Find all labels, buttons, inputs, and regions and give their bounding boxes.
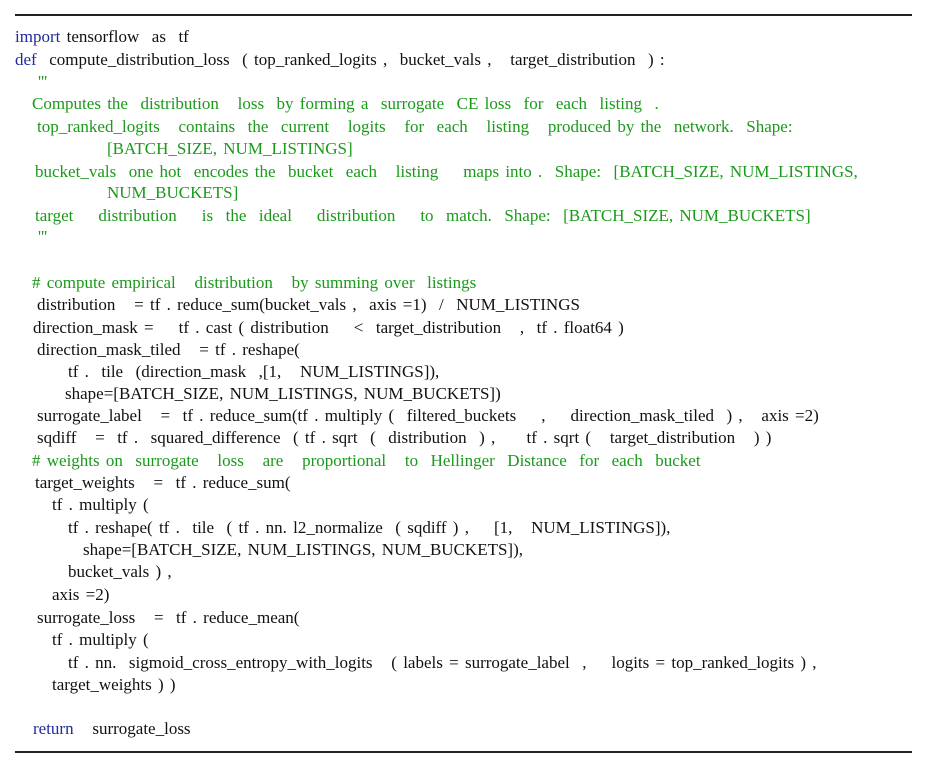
code-line: shape=[BATCH_SIZE, NUM_LISTINGS, NUM_BUCKETS]), — [83, 540, 523, 559]
code-line: bucket_vals ) , — [68, 562, 172, 581]
docstring-line: bucket_vals one hot encodes the bucket each listing maps into . Shape: [BATCH_SIZE, NUM_LISTINGS, — [35, 162, 858, 181]
keyword-return: return — [33, 719, 74, 738]
docstring-line: Computes the distribution loss by forming a surrogate CE loss for each listing . — [32, 94, 659, 113]
docstring-close: ''' — [38, 227, 48, 246]
code-text: surrogate_loss — [73, 719, 191, 738]
code-line: tf . reshape( tf . tile ( tf . nn. l2_normalize ( sqdiff ) , [1, NUM_LISTINGS]), — [68, 518, 671, 537]
keyword-def: def — [15, 50, 37, 69]
code-line: distribution = tf . reduce_sum(bucket_vals , axis =1) / NUM_LISTINGS — [37, 295, 580, 314]
code-line: target_weights ) ) — [52, 675, 176, 694]
top-rule — [15, 14, 912, 16]
code-text: compute_distribution_loss ( top_ranked_logits , bucket_vals , target_distribution ) : — [36, 50, 665, 69]
code-line: target_weights = tf . reduce_sum( — [35, 473, 291, 492]
code-line: tf . nn. sigmoid_cross_entropy_with_logits ( labels = surrogate_label , logits = top_ranked_logits ) , — [68, 653, 817, 672]
code-line: direction_mask = tf . cast ( distribution < target_distribution , tf . float64 ) — [33, 318, 624, 337]
keyword-import: import — [15, 27, 61, 46]
code-line: surrogate_label = tf . reduce_sum(tf . multiply ( filtered_buckets , direction_mask_tiled ) , axis =2) — [37, 406, 819, 425]
docstring-line: [BATCH_SIZE, NUM_LISTINGS] — [107, 139, 353, 158]
code-line: tf . tile (direction_mask ,[1, NUM_LISTINGS]), — [68, 362, 440, 381]
code-line: tf . multiply ( — [52, 630, 149, 649]
code-line: shape=[BATCH_SIZE, NUM_LISTINGS, NUM_BUCKETS]) — [65, 384, 501, 403]
code-line: direction_mask_tiled = tf . reshape( — [37, 340, 300, 359]
docstring-line: top_ranked_logits contains the current logits for each listing produced by the network. Shape: — [37, 117, 793, 136]
bottom-rule — [15, 751, 912, 753]
code-line-def — [15, 49, 665, 71]
code-line: sqdiff = tf . squared_difference ( tf . sqrt ( distribution ) , tf . sqrt ( target_distribution ) ) — [37, 428, 772, 447]
code-line-import — [15, 26, 189, 48]
code-line-return — [33, 718, 191, 740]
comment-line: # weights on surrogate loss are proportional to Hellinger Distance for each bucket — [32, 451, 701, 470]
code-line: tf . multiply ( — [52, 495, 149, 514]
docstring-line: NUM_BUCKETS] — [107, 183, 239, 202]
code-line: surrogate_loss = tf . reduce_mean( — [37, 608, 300, 627]
code-line: axis =2) — [52, 585, 110, 604]
docstring-open: ''' — [38, 72, 48, 91]
comment-line: # compute empirical distribution by summing over listings — [32, 273, 477, 292]
docstring-line: target distribution is the ideal distribution to match. Shape: [BATCH_SIZE, NUM_BUCKETS] — [35, 206, 811, 225]
code-text: tensorflow as tf — [60, 27, 189, 46]
